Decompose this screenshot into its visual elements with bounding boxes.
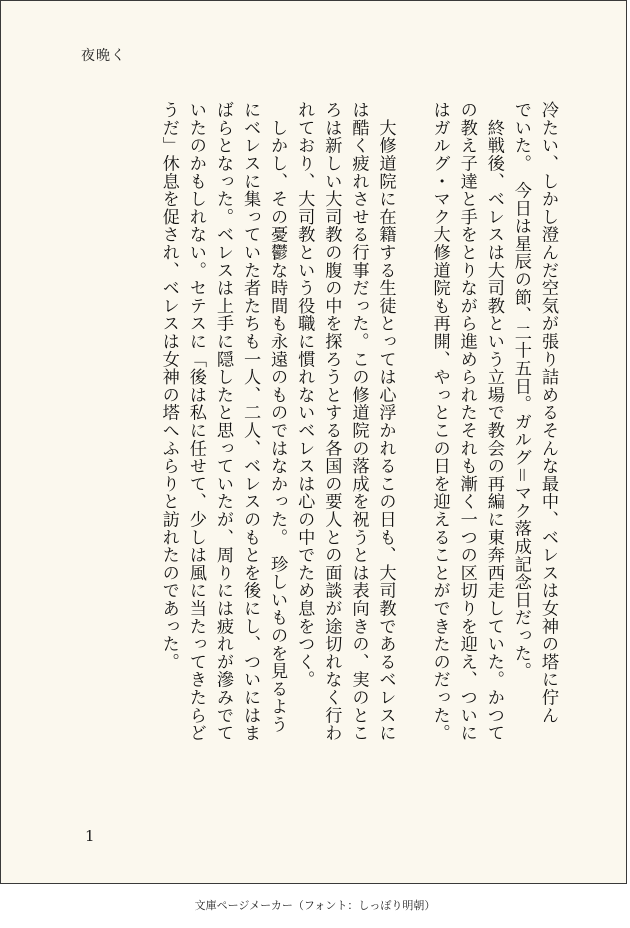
running-title: 夜晩く xyxy=(81,48,126,64)
footer-credit: 文庫ページメーカー（フォント：しっぽり明朝） xyxy=(194,899,436,912)
page-number: 1 xyxy=(85,827,95,845)
paragraph-gap xyxy=(399,101,426,821)
body-text xyxy=(155,101,561,821)
paragraph-1: 冷たい、しかし澄んだ空気が張り詰めるそんな最中、ベレスは女神の塔に佇ん でいた。 今日は星辰の節、二十五日。ガルグ＝マク落成記念日だった。 終戦後、ベレスは大司教という立場で教会の再編に東奔西走していた。かつて の教え子達と手をとりながら進められたそれも漸く一つの区切りを迎え、ついに はガルグ・マク大修道院も再開、やっとこの日を迎えることができたのだった。 xyxy=(429,101,558,742)
paragraph-2: 大修道院に在籍する生徒とっては心浮かれるこの日も、大司教であるベレスに は酷く疲れさせる行事だった。この修道院の落成を祝うとは表向きの、実のとこ ろは新しい大司教の腹の中を探ろうとする各国の要人との面談が途切れなく行わ れており、大司教という役職に慣れないベレスは心の中でため息をつく。 しかし、その憂鬱な時間も永遠のものではなかった。 珍しいものを見るよう にベレスに集っていた者たちも一人、二人、ベレスのもとを後にし、ついにはま ばらとなった。ベレスは上手に隠したと思っていたが、周りには疲れが滲みでて いたのかもしれない。セテスに「後は私に任せて、少しは風に当たってきたらど うだ」休息を促され、ベレスは女神の塔へふらりと訪れたのであった。 xyxy=(158,101,396,742)
